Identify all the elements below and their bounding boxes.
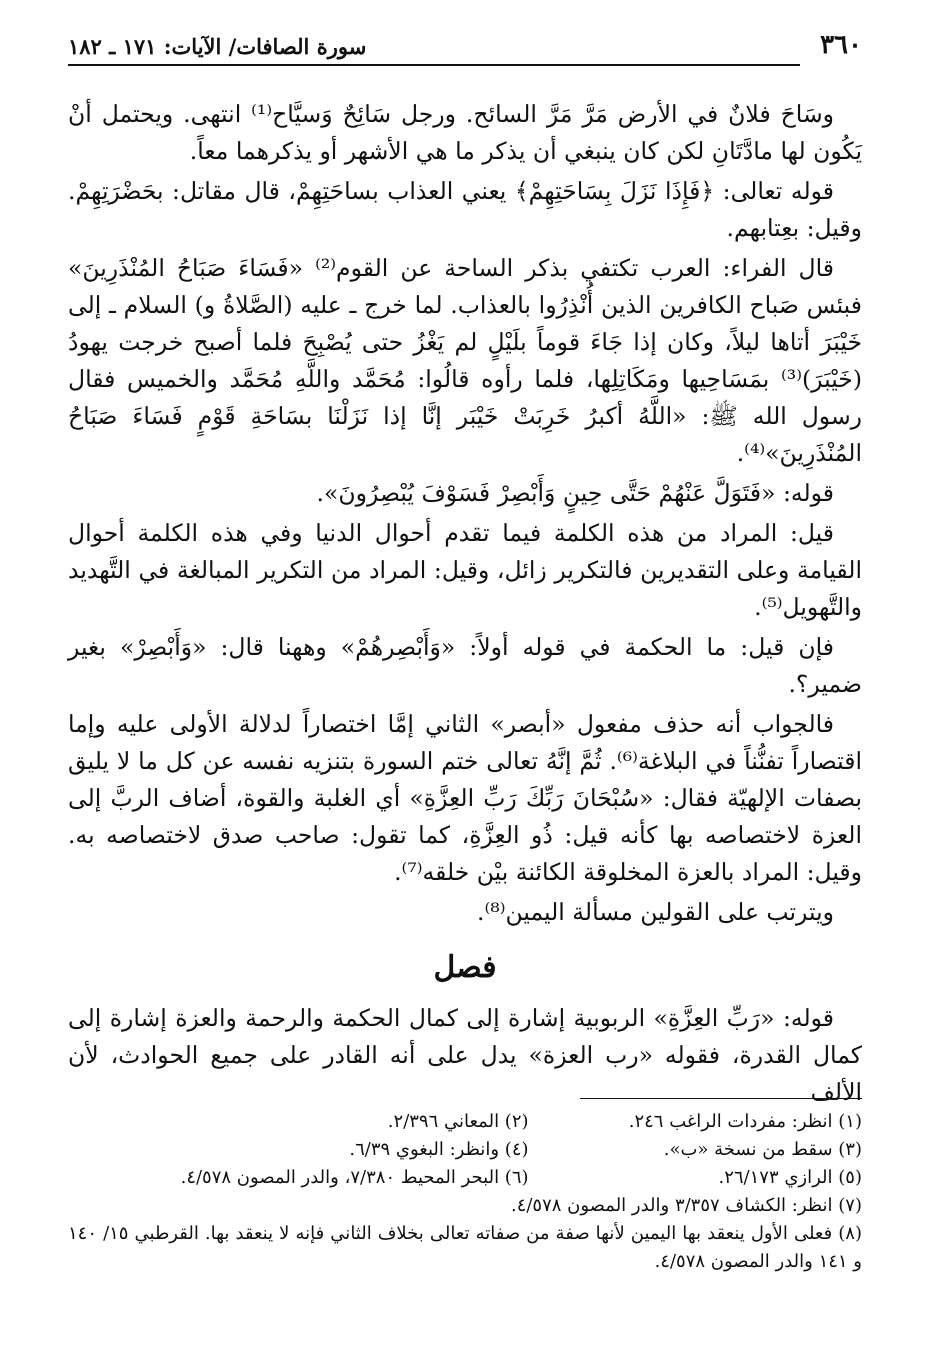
paragraph-after-heading: قوله: «رَبِّ العِزَّةِ» الربوبية إشارة إلى كمال الحكمة والرحمة والعزة إشارة إلى كمال القدرة، فقوله «رب العزة» يدل على أنه القادر على جميع الحوادث، لأن الألف — [68, 1004, 862, 1106]
header-rule — [68, 64, 800, 66]
paragraph-4: قوله: «فَتَوَلَّ عَنْهُمْ حَتَّى حِينٍ وَأَبْصِرْ فَسَوْفَ يُبْصِرُونَ». — [316, 479, 834, 507]
paragraph-1: وسَاحَ فلانٌ في الأرض مَرَّ مَرَّ السائح. ورجل سَائِحٌ وَسيَّاح⁽¹⁾ انتهى. ويحتمل أنْ يَكُون لها مادَّتَانِ لكن كان ينبغي أن يذكر ما هي الأشهر أو يذكرهما معاً. — [68, 100, 862, 165]
footnote-8: (٨) فعلى الأول ينعقد بها اليمين لأنها صفة من صفاته تعالى بخلاف الثاني فإنه لا ينعقد بها. القرطبي ١٥/ ١٤٠ و ١٤١ والدر المصون ٤/٥٧٨. — [68, 1223, 862, 1272]
footnote-6: (٦) البحر المحيط ٧/٣٨٠، والدر المصون ٤/٥٧٨. — [180, 1167, 529, 1188]
page-number: ٣٦٠ — [820, 30, 862, 60]
footnote-7: (٧) انظر: الكشاف ٣/٣٥٧ والدر المصون ٤/٥٧٨. — [510, 1195, 862, 1216]
running-head-title: سورة الصافات/ الآيات: ١٧١ ـ ١٨٢ — [68, 34, 367, 59]
paragraph-2: قوله تعالى: ﴿فَإِذَا نَزَلَ بِسَاحَتِهِمْ﴾ يعني العذاب بساحَتِهِمْ، قال مقاتل: بحَضْرَتِهِمْ. وقيل: بعِتابهم. — [68, 177, 862, 242]
footnote-rule — [580, 1098, 862, 1099]
footnote-5: (٥) الرازي ٢٦/١٧٣. — [718, 1167, 862, 1188]
footnotes — [68, 1108, 862, 1276]
main-text — [68, 96, 862, 1114]
footnote-3: (٣) سقط من نسخة «ب». — [663, 1139, 862, 1160]
footnote-row — [68, 1108, 862, 1136]
paragraph-6: فإن قيل: ما الحكمة في قوله أولاً: «وَأَبْصِرهُمْ» وههنا قال: «وَأَبْصِرْ» بغير ضمير؟. — [68, 633, 862, 698]
section-heading: فصل — [433, 950, 497, 985]
footnote-row — [68, 1136, 862, 1164]
paragraph-7: فالجواب أنه حذف مفعول «أبصر» الثاني إمَّا اختصاراً لدلالة الأولى عليه وإما اقتصاراً تفنُّناً في البلاغة⁽⁶⁾. ثُمَّ إنَّهُ تعالى ختم السورة بتنزيه نفسه عن كل ما لا يليق بصفات الإلهيّة فقال: «سُبْحَانَ رَبِّكَ رَبِّ العِزَّةِ» أي الغلبة والقوة، أضاف الربَّ إلى العزة لاختصاصه بها كأنه قيل: ذُو العِزَّةِ، كما تقول: صاحب صدق لاختصاصه به. وقيل: المراد بالعزة المخلوقة الكائنة بيْن خلقه⁽⁷⁾. — [68, 710, 862, 886]
paragraph-3: قال الفراء: العرب تكتفي بذكر الساحة عن القوم⁽²⁾ «فَسَاءَ صَبَاحُ المُنْذَرِينَ» فبئس صَباح الكافرين الذين أُنْذِرُوا بالعذاب. لما خرج ـ عليه (الصَّلاةُ و) السلام ـ إلى خَيْبَرَ أتاها ليلاً، وكان إذا جَاءَ قوماً بلَيْلٍ لم يَغْزُ حتى يُصْبِحَ فلما أصبح خرجت يهودُ (خَيْبَرَ)⁽³⁾ بمَسَاحِيها ومَكَاتِلِها، فلما رأوه قالُوا: مُحَمَّد واللَّهِ مُحَمَّد والخميس فقال رسول الله ﷺ: «اللَّهُ أكبرُ خَرِبَتْ خَيْبَر إنَّا إذا نَزَلْنَا بسَاحَةِ قَوْمٍ فَسَاءَ صَبَاحُ المُنْذَرِينَ»⁽⁴⁾. — [68, 254, 862, 467]
paragraph-8: ويترتب على القولين مسألة اليمين⁽⁸⁾. — [477, 898, 834, 926]
footnote-2: (٢) المعاني ٢/٣٩٦. — [387, 1111, 529, 1132]
footnote-1: (١) انظر: مفردات الراغب ٢٤٦. — [628, 1111, 862, 1132]
paragraph-5: قيل: المراد من هذه الكلمة فيما تقدم أحوال الدنيا وفي هذه الكلمة أحوال القيامة وعلى التقديرين فالتكرير زائل، وقيل: المراد من التكرير المبالغة في التَّهديد والتَّهويل⁽⁵⁾. — [68, 519, 862, 621]
running-head — [68, 30, 862, 66]
footnote-row — [68, 1164, 862, 1192]
footnote-4: (٤) وانظر: البغوي ٦/٣٩. — [349, 1139, 529, 1160]
